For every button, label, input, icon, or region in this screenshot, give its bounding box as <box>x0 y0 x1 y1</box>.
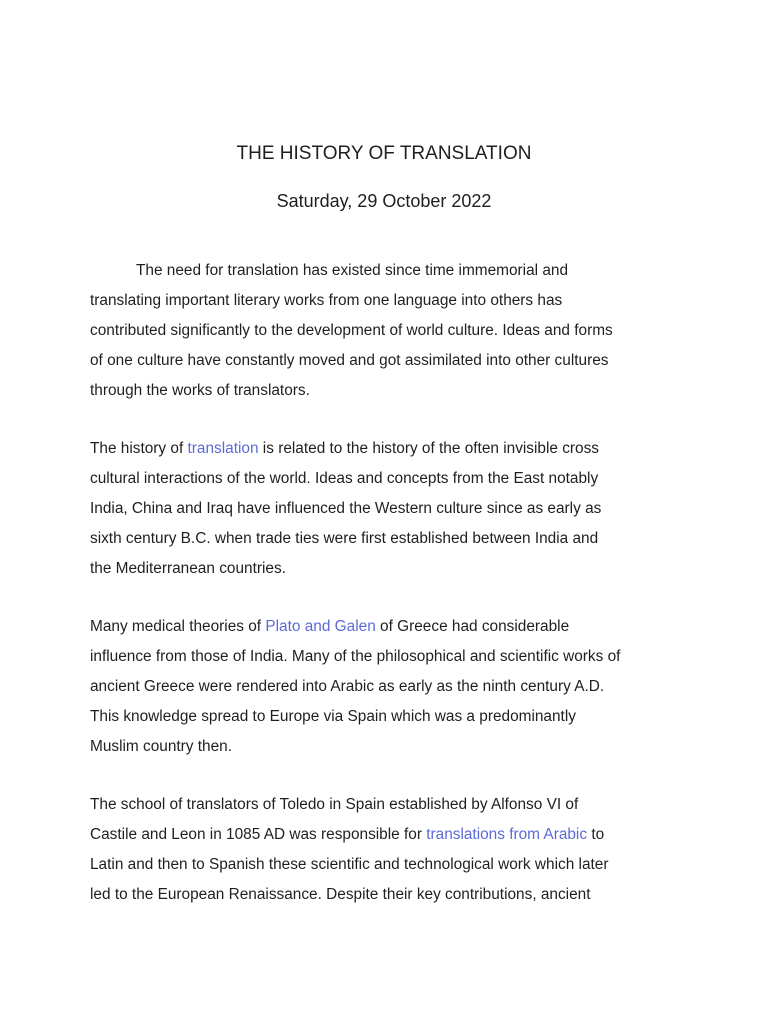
paragraph-line: This knowledge spread to Europe via Spain which was a predominantly <box>90 708 576 725</box>
text-span: is related to the history of the often invisible cross <box>258 440 600 457</box>
paragraph-1 <box>90 256 682 406</box>
paragraph-line: translating important literary works from one language into others has <box>90 292 563 309</box>
paragraph-line <box>90 612 682 642</box>
translations-from-arabic-link[interactable]: translations from Arabic <box>426 826 588 843</box>
paragraph-3 <box>90 612 682 762</box>
paragraph-line <box>90 434 682 464</box>
paragraph-line: The need for translation has existed since time immemorial and <box>136 262 568 279</box>
document-body <box>90 256 682 938</box>
paragraph-line: led to the European Renaissance. Despite their key contributions, ancient <box>90 886 591 903</box>
paragraph-line: sixth century B.C. when trade ties were first established between India and <box>90 530 599 547</box>
paragraph-line: Latin and then to Spanish these scientific and technological work which later <box>90 856 609 873</box>
text-span: Many medical theories of <box>90 618 266 635</box>
plato-and-galen-link[interactable]: Plato and Galen <box>265 618 376 635</box>
paragraph-line: contributed significantly to the development of world culture. Ideas and forms <box>90 322 613 339</box>
text-span: of Greece had considerable <box>375 618 570 635</box>
paragraph-4 <box>90 790 682 910</box>
text-span: Castile and Leon in 1085 AD was responsible for <box>90 826 427 843</box>
paragraph-line <box>90 820 682 850</box>
paragraph-line: Muslim country then. <box>90 738 232 755</box>
paragraph-line: India, China and Iraq have influenced the Western culture since as early as <box>90 500 602 517</box>
text-span: to <box>587 826 605 843</box>
paragraph-line: The school of translators of Toledo in Spain established by Alfonso VI of <box>90 796 579 813</box>
paragraph-line: influence from those of India. Many of the philosophical and scientific works of <box>90 648 621 665</box>
text-span: The history of <box>90 440 188 457</box>
document-title: THE HISTORY OF TRANSLATION <box>236 143 532 164</box>
paragraph-2 <box>90 434 682 584</box>
paragraph-line: ancient Greece were rendered into Arabic as early as the ninth century A.D. <box>90 678 605 695</box>
translation-link[interactable]: translation <box>187 440 259 457</box>
paragraph-line: through the works of translators. <box>90 382 310 399</box>
paragraph-line: the Mediterranean countries. <box>90 560 286 577</box>
document-date: Saturday, 29 October 2022 <box>276 191 492 211</box>
paragraph-line: cultural interactions of the world. Ideas and concepts from the East notably <box>90 470 599 487</box>
paragraph-line: of one culture have constantly moved and got assimilated into other cultures <box>90 352 609 369</box>
